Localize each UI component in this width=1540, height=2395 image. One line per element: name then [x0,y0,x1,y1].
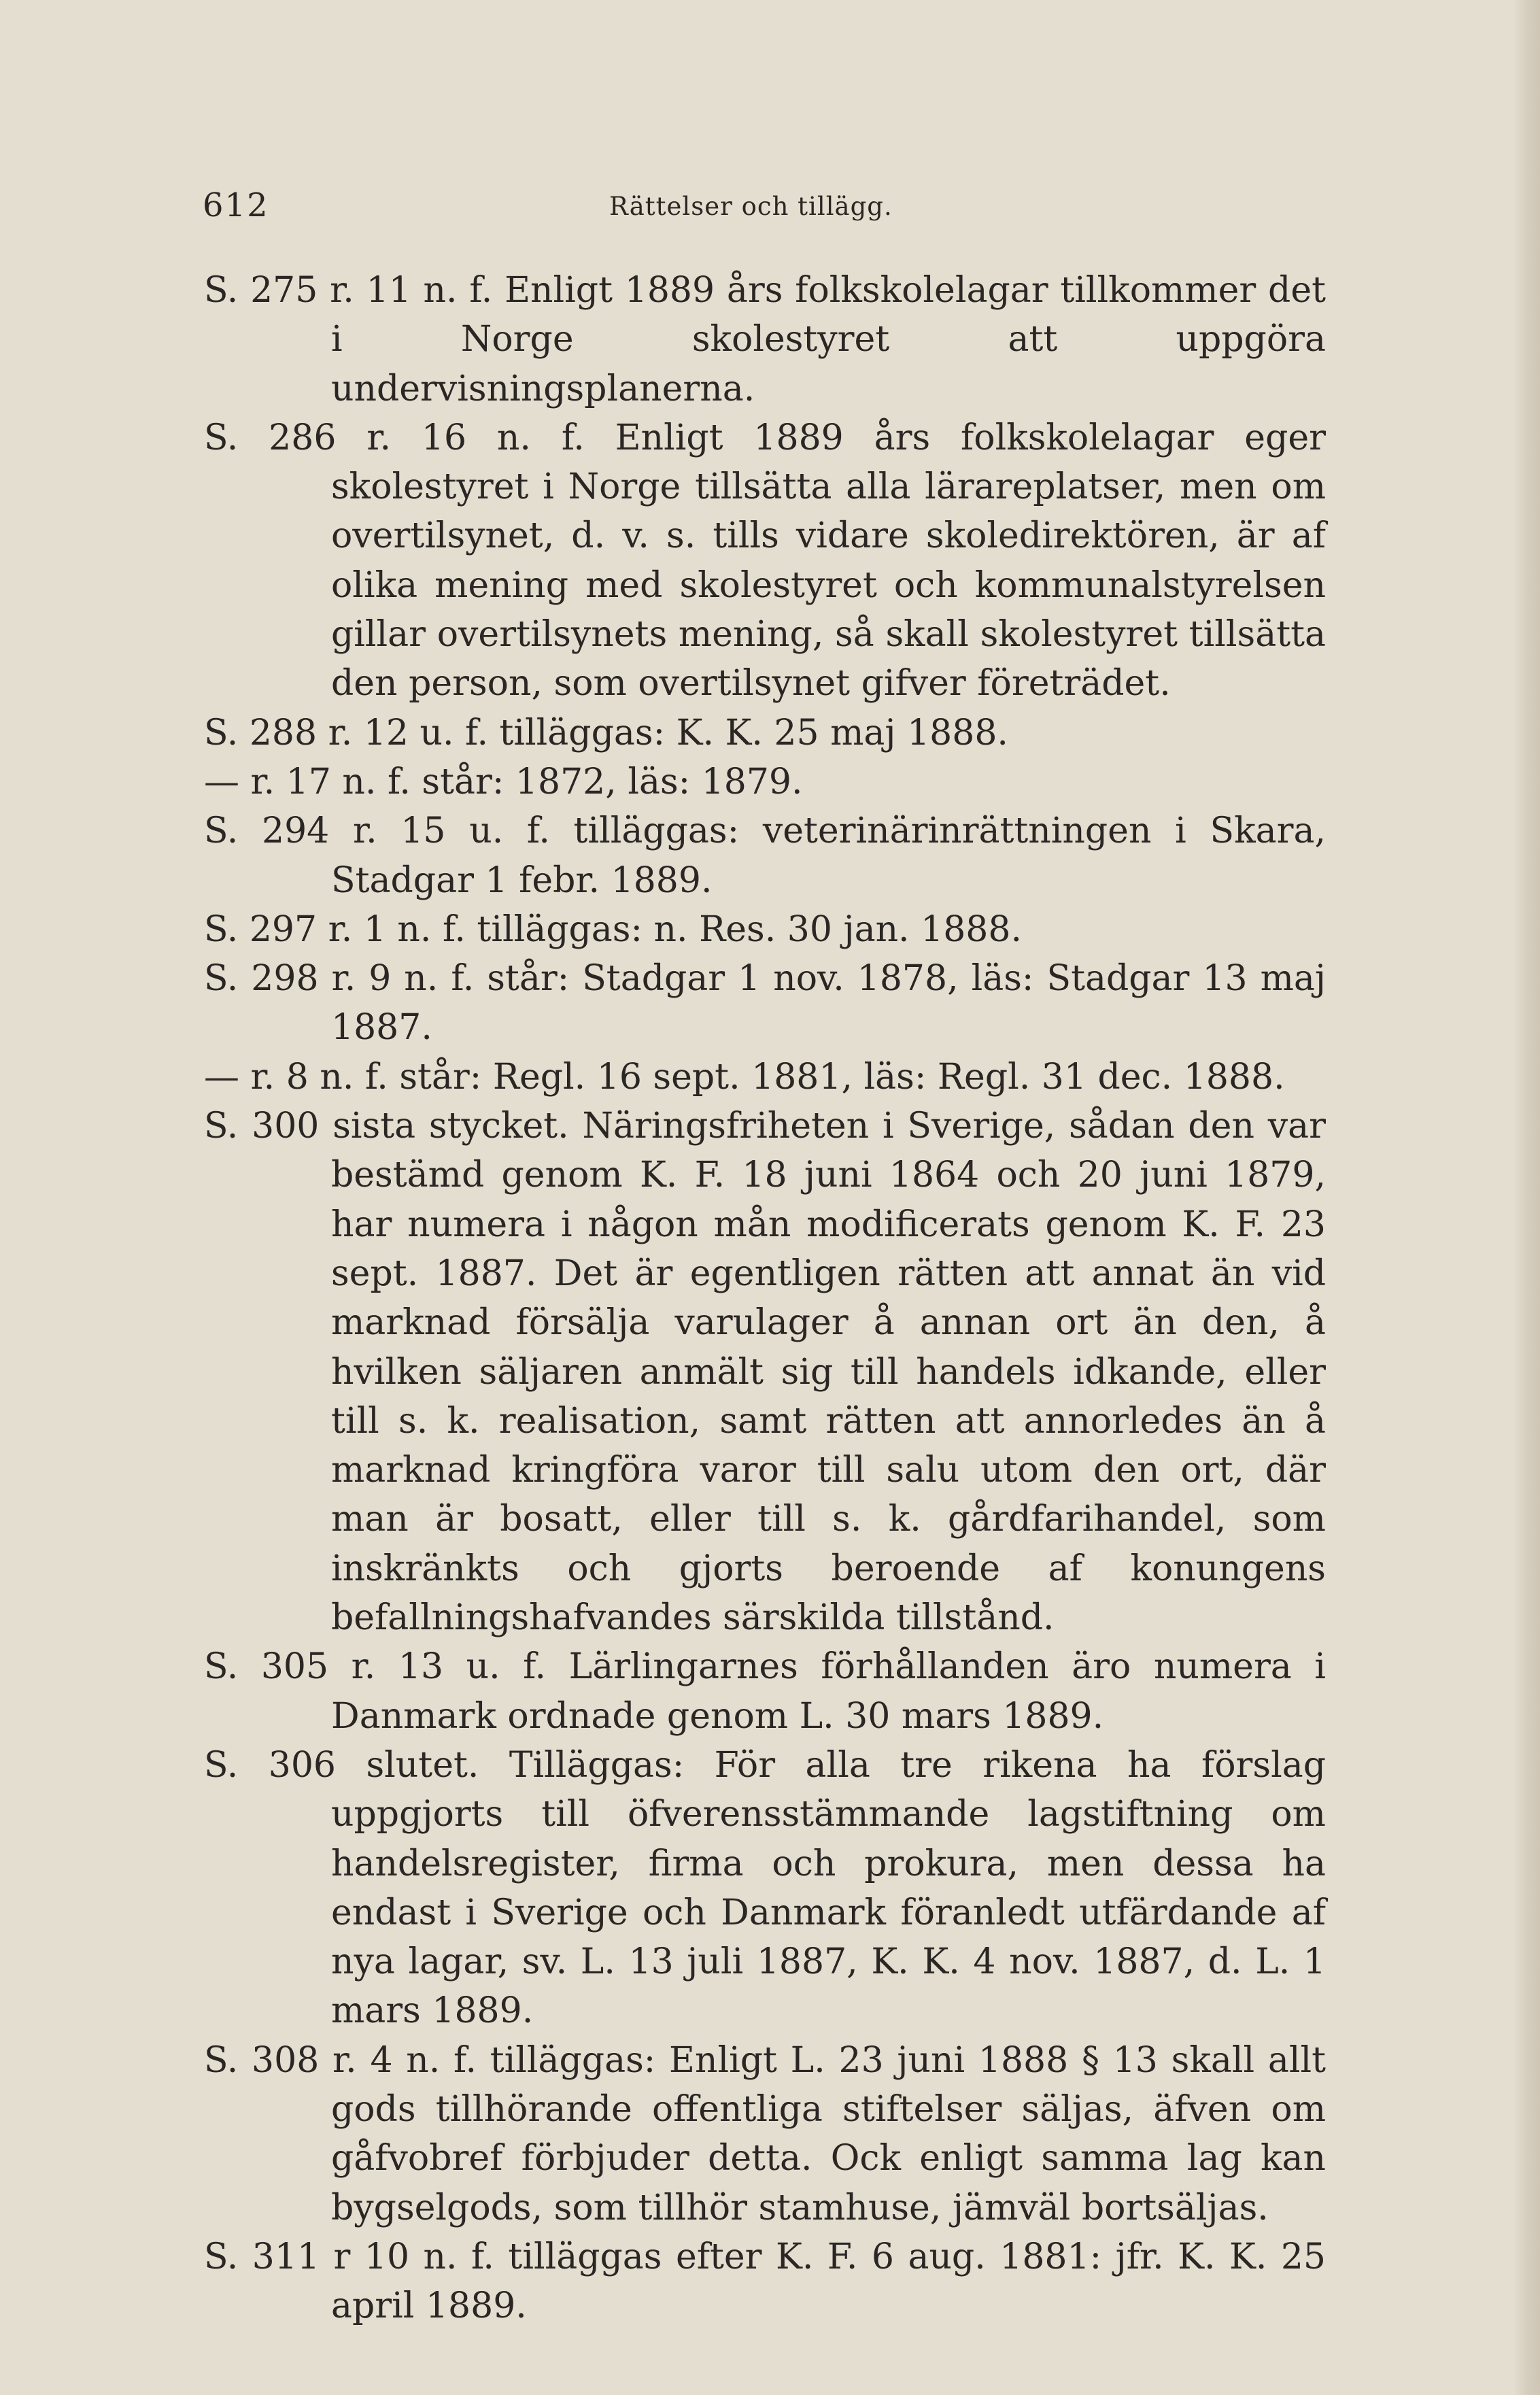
errata-entry: S. 288 r. 12 u. f. tilläggas: K. K. 25 maj 1888. [204,712,1008,753]
errata-entry: S. 275 r. 11 n. f. Enligt 1889 års folkskolelagar tillkommer det i Norge skolestyret att uppgöra undervisningsplanerna. [204,270,1326,409]
errata-entry: S. 306 slutet. Tilläggas: För alla tre rikena ha förslag uppgjorts till öfverensstämmande lagstiftning om handelsregister, firma och prokura, men dessa ha endast i Sverige och Danmark föranledt utfärdande af nya lagar, sv. L. 13 juli 1887, K. K. 4 nov. 1887, d. L. 1 mars 1889. [204,1744,1326,2032]
errata-entry: S. 298 r. 9 n. f. står: Stadgar 1 nov. 1878, läs: Stadgar 13 maj 1887. [204,958,1326,1049]
errata-entry: S. 294 r. 15 u. f. tilläggas: veterinärinrättningen i Skara, Stadgar 1 febr. 1889. [204,811,1326,901]
running-head [0,185,1540,226]
page-number: 612 [203,186,269,224]
errata-list [204,266,1326,2330]
page-edge [1513,0,1540,2395]
errata-entry: S. 308 r. 4 n. f. tilläggas: Enligt L. 23 juni 1888 § 13 skall allt gods tillhörande offentliga stiftelser säljas, äfven om gåfvobref förbjuder detta. Ock enligt samma lag kan bygselgods, som tillhör stamhuse, jämväl bortsäljas. [204,2039,1326,2228]
errata-entry: — r. 8 n. f. står: Regl. 16 sept. 1881, läs: Regl. 31 dec. 1888. [204,1056,1285,1098]
errata-entry: S. 300 sista stycket. Näringsfriheten i Sverige, sådan den var bestämd genom K. F. 18 juni 1864 och 20 juni 1879, har numera i någon mån modificerats genom K. F. 23 sept. 1887. Det är egentligen rätten att annat än vid marknad försälja varulager å annan ort än den, å hvilken säljaren anmält sig till handels idkande, eller till s. k. realisation, samt rätten att annorledes än å marknad kringföra varor till salu utom den ort, där man är bosatt, eller till s. k. gårdfarihandel, som inskränkts och gjorts beroende af konungens befallningshafvandes särskilda tillstånd. [204,1106,1326,1639]
errata-entry: S. 305 r. 13 u. f. Lärlingarnes förhållanden äro numera i Danmark ordnade genom L. 30 mars 1889. [204,1646,1326,1737]
page-title: Rättelser och tillägg. [609,192,893,221]
errata-entry: S. 297 r. 1 n. f. tilläggas: n. Res. 30 jan. 1888. [204,908,1022,950]
errata-entry: — r. 17 n. f. står: 1872, läs: 1879. [204,761,803,802]
errata-entry: S. 286 r. 16 n. f. Enligt 1889 års folkskolelagar eger skolestyret i Norge tillsätta alla lärareplatser, men om overtilsynet, d. v. s. tills vidare skoledirektören, är af olika mening med skolestyret och kommunalstyrelsen gillar overtilsynets mening, så skall skolestyret tillsätta den person, som overtilsynet gifver företrädet. [204,417,1326,704]
errata-entry: S. 311 r 10 n. f. tilläggas efter K. F. 6 aug. 1881: jfr. K. K. 25 april 1889. [204,2236,1326,2327]
